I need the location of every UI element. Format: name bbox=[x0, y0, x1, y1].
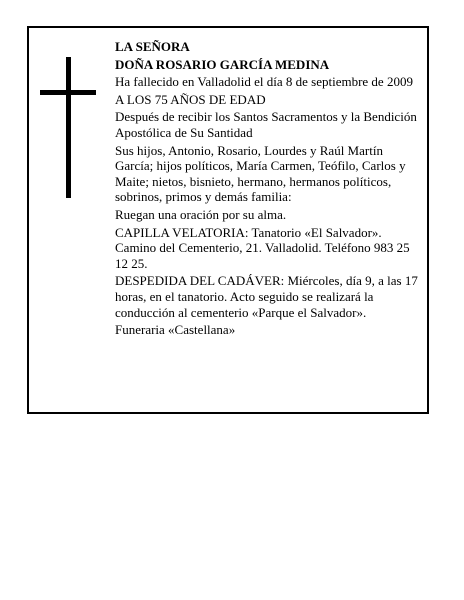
obituary-notice bbox=[27, 26, 429, 414]
age-statement: A LOS 75 AÑOS DE EDAD bbox=[115, 91, 266, 107]
cross-icon bbox=[40, 57, 96, 198]
funeral-home: Funeraria «Castellana» bbox=[115, 322, 236, 338]
notice-title: LA SEÑORA bbox=[115, 39, 190, 54]
sacraments-statement: Después de recibir los Santos Sacramentos y la Bendición Apostólica de Su Santidad bbox=[115, 109, 417, 140]
cross-vertical-bar bbox=[66, 57, 71, 198]
prayer-request: Ruegan una oración por su alma. bbox=[115, 206, 287, 222]
death-info: Ha fallecido en Valladolid el día 8 de septiembre de 2009 bbox=[115, 74, 413, 90]
farewell-details: DESPEDIDA DEL CADÁVER: Miércoles, día 9, a las 17 horas, en el tanatorio. Acto seguido se realizará la conducción al cementerio «Parque el Salvador». bbox=[115, 273, 418, 320]
wake-details: CAPILLA VELATORIA: Tanatorio «El Salvador». Camino del Cementerio, 21. Valladolid. Teléfono 983 25 12 25. bbox=[115, 224, 410, 271]
cross-horizontal-bar bbox=[40, 90, 96, 95]
family-statement: Sus hijos, Antonio, Rosario, Lourdes y Raúl Martín García; hijos políticos, María Carmen, Teófilo, Carlos y Maite; nietos, bisnieto, hermano, hermanos políticos, sobrinos, primos y demás familia: bbox=[115, 142, 406, 205]
deceased-name: DOÑA ROSARIO GARCÍA MEDINA bbox=[115, 56, 330, 72]
notice-text bbox=[115, 39, 421, 340]
